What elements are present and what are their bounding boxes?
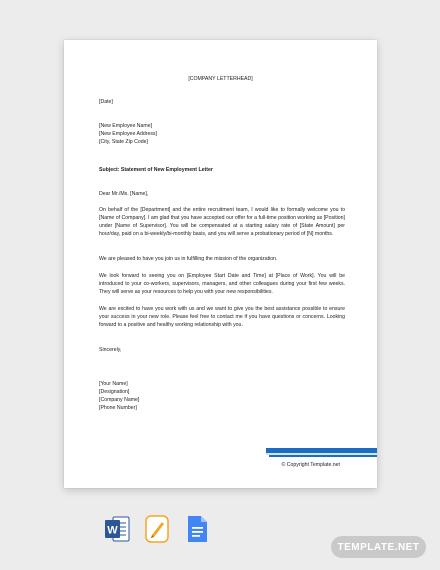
badge-text: TEMPLATE.NET bbox=[337, 541, 420, 553]
recipient-city: [City, State Zip Code] bbox=[99, 139, 148, 145]
word-letter: W bbox=[107, 524, 118, 537]
template-net-badge[interactable] bbox=[331, 536, 426, 558]
signature-name: [Your Name] bbox=[99, 381, 128, 387]
letter-paragraph-2: We are pleased to have you join us in fulfilling the mission of the organization. bbox=[99, 256, 278, 262]
letter-page bbox=[64, 40, 377, 488]
format-icons bbox=[104, 514, 210, 544]
recipient-block bbox=[99, 122, 345, 146]
letter-paragraph-1: On behalf of the [Department] and the entire recruitment team, I would like to formally welcome you to [Name of Company]. I am glad that you have accepted our offer for a full-time position working as [Position] under [Name of Supervisor]. You will be compensated at a starting salary rate of [State Amount] per hour/day, paid on a bi-weekly/bi-monthly basis, and you will serve a probationary period of [N] months. bbox=[99, 207, 345, 237]
company-letterhead: [COMPANY LETTERHEAD] bbox=[188, 76, 253, 82]
copyright-text: © Copyright Template.net bbox=[281, 462, 340, 468]
letter-paragraph-3: We look forward to seeing you on [Employee Start Date and Time] at [Place of Work]. You will be introduced to your co-workers, supervisors, managers, and other colleagues during your first few weeks. They will serve as your resources to help you with your new responsibilities. bbox=[99, 273, 345, 295]
google-docs-icon[interactable] bbox=[184, 514, 210, 544]
signature-company: [Company Name] bbox=[99, 397, 140, 403]
signature-block bbox=[99, 380, 345, 412]
letter-salutation: Dear Mr./Ms. [Name], bbox=[99, 191, 149, 197]
letter-paragraph-4: We are excited to have you work with us and we want to give you the best assistance possible to ensure your success in your new role. Please feel free to contact me if you have questions or concerns. Looking forward to a positive and healthy working relationship with you. bbox=[99, 306, 345, 328]
letter-subject: Subject: Statement of New Employment Letter bbox=[99, 167, 213, 173]
footer-band-bottom bbox=[269, 455, 377, 457]
recipient-name: [New Employee Name] bbox=[99, 123, 153, 129]
letter-closing: Sincerely, bbox=[99, 347, 122, 353]
letter-date: [Date] bbox=[99, 99, 113, 105]
pages-icon[interactable] bbox=[144, 514, 170, 544]
signature-phone: [Phone Number] bbox=[99, 405, 137, 411]
recipient-address: [New Employee Address] bbox=[99, 131, 157, 137]
word-icon[interactable] bbox=[104, 514, 130, 544]
signature-designation: [Designation] bbox=[99, 389, 130, 395]
